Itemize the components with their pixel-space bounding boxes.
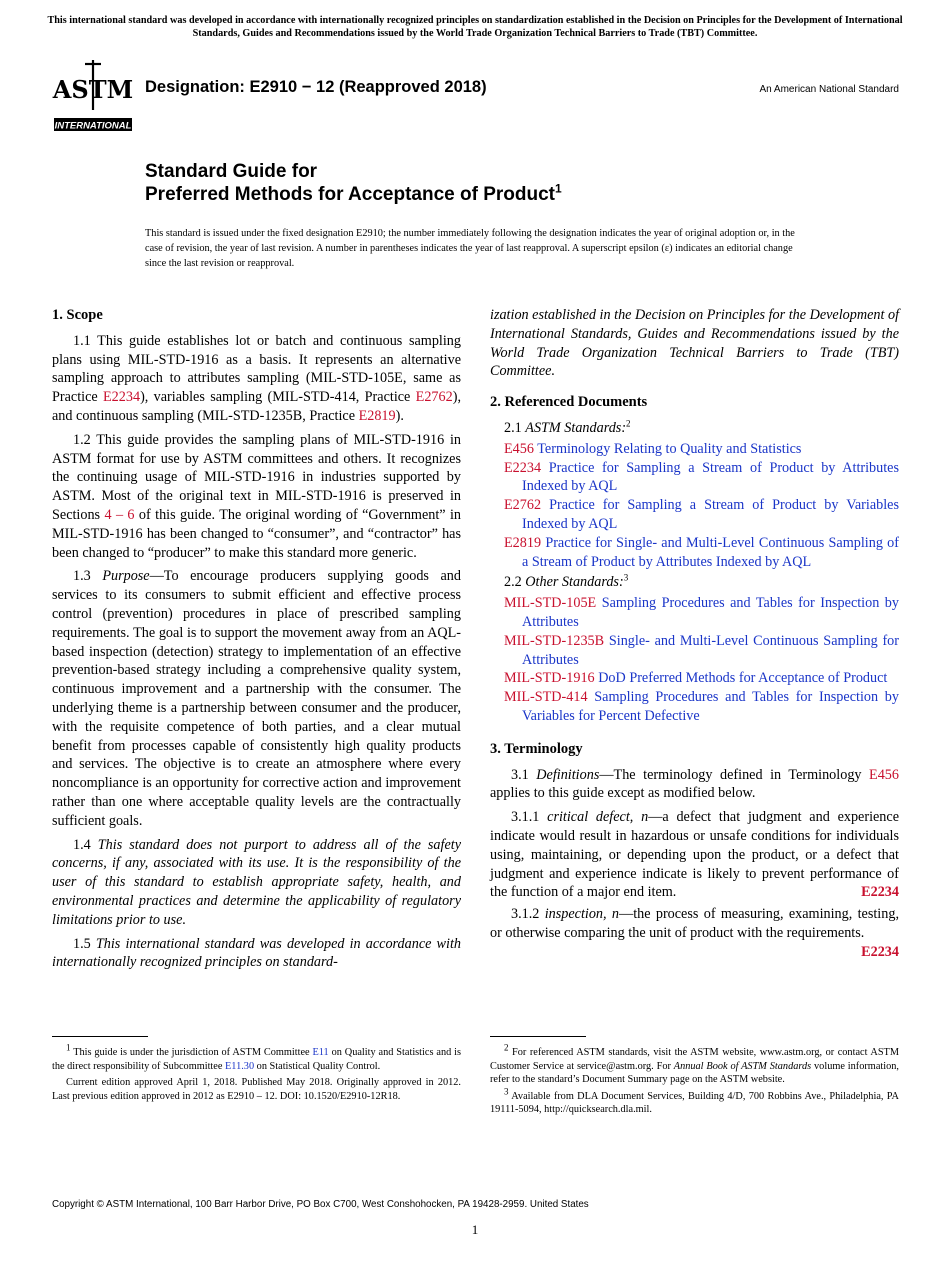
- link-sections-4-6[interactable]: 4 – 6: [104, 506, 135, 523]
- tbt-notice: This international standard was developed in accordance with internationally recognized principles on standardization established in the Decision on Principles for the Development of International Standards, Guides and Recommendations issued by the World Trade Organization Technical Barriers to Trade (TBT) Committee.: [47, 15, 903, 39]
- issue-statement: This standard is issued under the fixed designation E2910; the number immediately following the designation indicates the year of original adoption or, in the case of revision, the year of last revision. A number in parentheses indicates the year of last reapproval. A superscript epsilon (ε) indicates an editorial change since the last revision or reapproval.: [145, 228, 795, 269]
- paragraph-3-1: 3.1 Definitions—The terminology defined in Terminology E456 applies to this guide except as modified below.: [490, 766, 899, 802]
- paragraph-3-1-1: 3.1.1 critical defect, n—a defect that judgment and experience indicate would result in hazardous or unsafe conditions for individuals using, maintaining, or depending upon the product, or a defect that judgment and experience indicate is likely to prevent performance of the function of a major end item. E2234: [490, 809, 899, 901]
- reference-item[interactable]: MIL-STD-414 Sampling Procedures and Tables for Inspection by Variables for Percent Defective: [504, 689, 899, 724]
- astm-standards-label: 2.1 ASTM Standards:$^2$: [504, 418, 631, 436]
- reference-item[interactable]: E456 Terminology Relating to Quality and Statistics: [504, 440, 802, 457]
- footnote-divider: [490, 1036, 586, 1037]
- document-title: [145, 160, 562, 206]
- paragraph-3-1-2: 3.1.2 inspection, n—the process of measuring, examining, testing, or otherwise comparing the unit of product with the requirements. E2234: [490, 906, 899, 960]
- link-e11-30[interactable]: E11.30: [225, 1060, 255, 1072]
- footnotes-left: [52, 1042, 461, 1106]
- copyright-notice: Copyright © ASTM International, 100 Barr Harbor Drive, PO Box C700, West Conshohocken, PA 19428-2959. United States: [52, 1199, 589, 1210]
- footnote-3: $^3$ Available from DLA Document Services, Building 4/D, 700 Robbins Ave., Philadelphia, PA 19111-5094, http://quicksearch.dla.mil.: [490, 1086, 899, 1116]
- section-heading-terminology: 3. Terminology: [490, 740, 583, 757]
- astm-logo-icon: [52, 54, 134, 134]
- other-standards-list: [504, 594, 899, 726]
- footnote-divider: [52, 1036, 148, 1037]
- left-column: [52, 306, 461, 977]
- right-column: [490, 306, 899, 962]
- link-e456[interactable]: E456: [869, 766, 899, 783]
- title-line-2: Preferred Methods for Acceptance of Product: [145, 184, 555, 205]
- source-tag-e2234[interactable]: E2234: [861, 884, 899, 901]
- paragraph-1-3: 1.3 Purpose—To encourage producers supplying goods and services to its consumers to submit efficient and effective process control (prevention) procedures in place of prescribed sampling requirements. The goal is to support the movement away from an AQL-based inspection (detection) strategy to implementation of an effective prevention-based strategy including a comprehensive quality system, continuous improvement and a partnership with the consumer. The underlying theme is a partnership between consumer and the producer, with the requisite competence of both parties, and a clear mutual benefit from processes capable of consistently high quality products and services. The objective is to create an atmosphere where every noncompliance is an opportunity for corrective action and improvement rather than one where acceptable quality levels are the contractually sufficient goals.: [52, 568, 461, 829]
- astm-standards-list: [504, 440, 899, 572]
- footnote-2: $^2$ For referenced ASTM standards, visit the ASTM website, www.astm.org, or contact ASTM Customer Service at service@astm.org. For Annual Book of ASTM Standards volume information, refer to the standard’s Document Summary page on the ASTM website.: [490, 1042, 899, 1086]
- paragraph-1-1: 1.1 This guide establishes lot or batch and continuous sampling plans using MIL-STD-1916 as a basis. It represents an alternative sampling approach to attributes sampling (MIL-STD-105E, same as Practice E2234), variables sampling (MIL-STD-414, Practice E2762), and continuous sampling (MIL-STD-1235B, Practice E2819).: [52, 332, 461, 424]
- link-e2234[interactable]: E2234: [103, 389, 141, 406]
- reference-item[interactable]: E2819 Practice for Single- and Multi-Level Continuous Sampling of a Stream of Product by Attributes Indexed by AQL: [504, 534, 900, 570]
- link-e2819[interactable]: E2819: [358, 407, 396, 424]
- reference-item[interactable]: MIL-STD-1235B Single- and Multi-Level Continuous Sampling for Attributes: [504, 632, 899, 668]
- reference-item[interactable]: MIL-STD-1916 DoD Preferred Methods for Acceptance of Product: [504, 670, 888, 687]
- paragraph-1-5: 1.5 This international standard was developed in accordance with internationally recognized principles on standard-: [52, 935, 461, 971]
- logo-text: ASTM: [52, 75, 134, 104]
- other-standards-label: 2.2 Other Standards:$^3$: [504, 572, 629, 591]
- section-heading-scope: 1. Scope: [52, 307, 103, 323]
- reference-item[interactable]: E2762 Practice for Sampling a Stream of Product by Variables Indexed by AQL: [504, 497, 900, 532]
- footnote-edition: Current edition approved April 1, 2018. Published May 2018. Originally approved in 2012. Last previous edition approved in 2012 as E2910 – 12. DOI: 10.1520/E2910-12R18.: [52, 1077, 461, 1102]
- designation: Designation: E2910 − 12 (Reapproved 2018): [145, 78, 487, 96]
- title-line-1: Standard Guide for: [145, 161, 318, 182]
- source-tag-e2234[interactable]: E2234: [861, 943, 899, 960]
- link-e2762[interactable]: E2762: [415, 389, 453, 406]
- reference-item[interactable]: MIL-STD-105E Sampling Procedures and Tables for Inspection by Attributes: [504, 595, 899, 630]
- reference-item[interactable]: E2234 Practice for Sampling a Stream of Product by Attributes Indexed by AQL: [504, 459, 899, 495]
- paragraph-1-2: 1.2 This guide provides the sampling plans of MIL-STD-1916 in ASTM format for use by ASTM committees and others. It recognizes the continuing usage of MIL-STD-1916 in industries supported by ASTM. Most of the original text in MIL-STD-1916 is preserved in Sections 4 – 6 of this guide. The original wording of “Government” in MIL-STD-1916 has been changed to “consumer”, and “contractor” has been changed to “producer” to make this standard more generic.: [52, 431, 461, 561]
- link-e11[interactable]: E11: [312, 1047, 329, 1058]
- footnote-1: $^1$ This guide is under the jurisdiction of ASTM Committee E11 on Quality and Statistics and is the direct responsibility of Subcommittee E11.30 on Statistical Quality Control.: [52, 1042, 461, 1072]
- page-number: 1: [471, 1222, 479, 1237]
- section-heading-referenced-documents: 2. Referenced Documents: [490, 394, 648, 411]
- paragraph-1-5-continued: ization established in the Decision on Principles for the Development of International Standards, Guides and Recommendations issued by the World Trade Organization Technical Barriers to Trade (TBT) Committee.: [490, 307, 900, 380]
- paragraph-1-4: 1.4 This standard does not purport to address all of the safety concerns, if any, associated with its use. It is the responsibility of the user of this standard to establish appropriate safety, health, and environmental practices and determine the applicability of regulatory limitations prior to use.: [52, 836, 461, 928]
- national-standard-label: An American National Standard: [759, 84, 899, 95]
- logo-subtext: INTERNATIONAL: [54, 120, 132, 132]
- title-footnote-mark[interactable]: 1: [554, 181, 562, 196]
- footnotes-right: [490, 1042, 899, 1120]
